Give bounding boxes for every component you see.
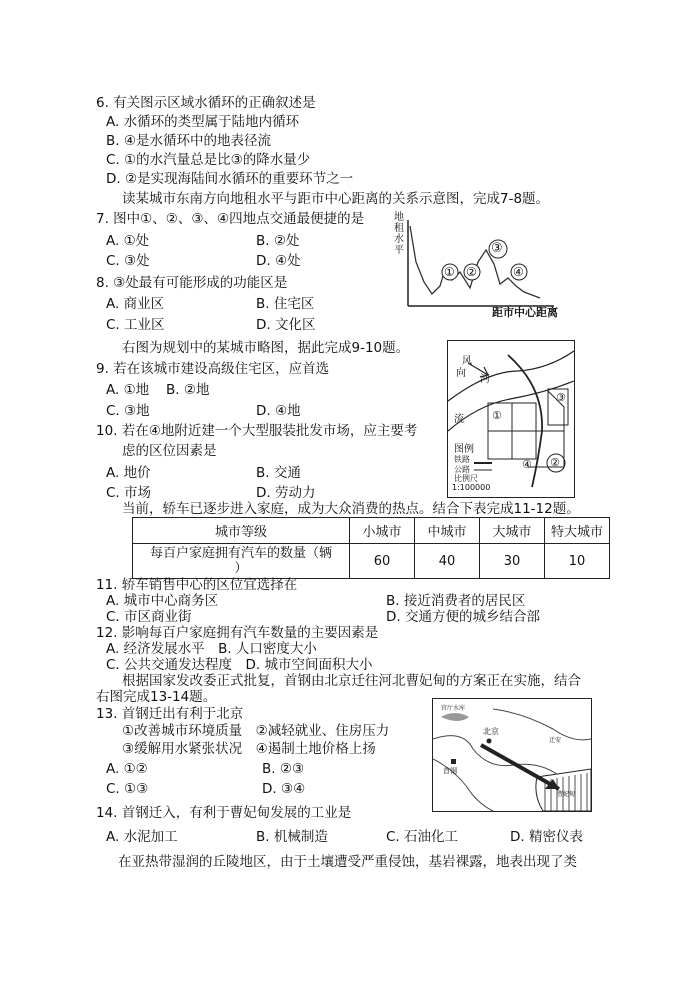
y-axis-label: 地租水平 bbox=[394, 212, 404, 256]
q10-option-d: D. 劳动力 bbox=[256, 485, 316, 501]
x-axis-label: 距市中心距离 bbox=[492, 306, 558, 319]
q14-option-a: A. 水泥加工 bbox=[106, 829, 178, 845]
q11-option-b: B. 接近消费者的居民区 bbox=[386, 593, 526, 609]
table-header: 大城市 bbox=[480, 518, 545, 544]
intro-13-14-line2: 右图完成13-14题。 bbox=[96, 689, 217, 705]
map-label-2: ② bbox=[550, 456, 560, 469]
q13-statements-2: ③缓解用水紧张状况 ④遏制土地价格上扬 bbox=[122, 741, 376, 757]
map2-label-beijing: 北京 bbox=[483, 727, 499, 736]
legend-road: 公路 bbox=[454, 465, 470, 474]
intro-13-14-line1: 根据国家发改委正式批复，首钢由北京迁往河北曹妃甸的方案正在实施，结合 bbox=[122, 673, 581, 689]
map-label-river2: 流 bbox=[454, 414, 464, 425]
q10-option-c: C. 市场 bbox=[106, 485, 152, 501]
map2-label-qianan: 迁安 bbox=[549, 737, 562, 744]
q13-statements-1: ①改善城市环境质量 ②减轻就业、住房压力 bbox=[122, 723, 390, 739]
reservoir bbox=[441, 713, 469, 721]
q7-option-a: A. ①处 bbox=[106, 233, 150, 249]
map2-label-caofeidian: 曹妃甸 bbox=[557, 791, 576, 798]
q12-options-cd: C. 公共交通发达程度 D. 城市空间面积大小 bbox=[106, 657, 373, 673]
q14-stem: 14. 首钢迁入，有利于曹妃甸发展的工业是 bbox=[96, 805, 352, 821]
point-3-label: ③ bbox=[491, 241, 503, 256]
map-label-river1: 河 bbox=[480, 374, 490, 385]
shougang-marker bbox=[451, 759, 456, 764]
map-label-wind1: 风 bbox=[462, 356, 472, 367]
q7-option-d: D. ④处 bbox=[256, 253, 301, 269]
intro-7-8: 读某城市东南方向地租水平与距市中心距离的关系示意图，完成7-8题。 bbox=[122, 191, 550, 207]
table-cell: 30 bbox=[480, 544, 545, 579]
table-header: 中城市 bbox=[415, 518, 480, 544]
q9-stem: 9. 若在该城市建设高级住宅区，应首选 bbox=[96, 361, 330, 377]
q7-option-b: B. ②处 bbox=[256, 233, 300, 249]
intro-15: 在亚热带湿润的丘陵地区，由于土壤遭受严重侵蚀，基岩裸露，地表出现了类 bbox=[118, 854, 577, 870]
q6-option-b: B. ④是水循环中的地表径流 bbox=[106, 133, 271, 149]
q11-stem: 11. 轿车销售中心的区位宜选择在 bbox=[96, 577, 298, 593]
q13-option-d: D. ③④ bbox=[262, 781, 306, 797]
q6-stem: 6. 有关图示区域水循环的正确叙述是 bbox=[96, 95, 316, 111]
row-label-line1: 每百户家庭拥有汽车的数量（辆 bbox=[149, 546, 332, 561]
beijing-marker bbox=[487, 739, 492, 744]
q7-option-c: C. ③处 bbox=[106, 253, 150, 269]
map2-label-shougang: 首钢 bbox=[443, 767, 457, 775]
q11-option-d: D. 交通方便的城乡结合部 bbox=[386, 609, 540, 625]
car-ownership-table bbox=[132, 517, 610, 579]
table-cell: 60 bbox=[350, 544, 415, 579]
border-line bbox=[433, 759, 493, 811]
q8-option-d: D. 文化区 bbox=[256, 317, 316, 333]
q13-stem: 13. 首钢迁出有利于北京 bbox=[96, 706, 244, 722]
table-header: 小城市 bbox=[350, 518, 415, 544]
q10-stem-line2: 虑的区位因素是 bbox=[122, 443, 217, 459]
q10-stem-line1: 10. 若在④地附近建一个大型服装批发市场，应主要考 bbox=[96, 423, 418, 439]
legend-rail: 铁路 bbox=[454, 455, 470, 464]
table-cell bbox=[133, 544, 350, 579]
q8-option-c: C. 工业区 bbox=[106, 317, 165, 333]
q10-option-b: B. 交通 bbox=[256, 465, 301, 481]
table-header: 城市等级 bbox=[133, 518, 350, 544]
q6-option-d: D. ②是实现海陆间水循环的重要环节之一 bbox=[106, 171, 354, 187]
q11-option-c: C. 市区商业街 bbox=[106, 609, 192, 625]
q12-options-ab: A. 经济发展水平 B. 人口密度大小 bbox=[106, 641, 317, 657]
q14-option-b: B. 机械制造 bbox=[256, 829, 328, 845]
point-2-label: ② bbox=[466, 265, 477, 279]
q10-option-a: A. 地价 bbox=[106, 465, 151, 481]
table-row bbox=[133, 544, 610, 579]
rent-chart bbox=[394, 212, 564, 320]
q14-option-c: C. 石油化工 bbox=[386, 829, 459, 845]
q6-option-c: C. ①的水汽量总是比③的降水量少 bbox=[106, 152, 311, 168]
q13-option-b: B. ②③ bbox=[262, 761, 305, 777]
table-cell: 10 bbox=[545, 544, 610, 579]
map-label-1: ① bbox=[492, 409, 502, 422]
q6-option-a: A. 水循环的类型属于陆地内循环 bbox=[106, 114, 300, 130]
q13-option-c: C. ①③ bbox=[106, 781, 149, 797]
q9-option-c: C. ③地 bbox=[106, 403, 150, 419]
map-label-4: ④ bbox=[522, 458, 532, 471]
city-map bbox=[447, 340, 575, 498]
q13-option-a: A. ①② bbox=[106, 761, 148, 777]
map-label-3: ③ bbox=[556, 391, 566, 404]
point-1-label: ① bbox=[444, 265, 455, 279]
table-header-row bbox=[133, 518, 610, 544]
q9-option-b: B. ②地 bbox=[166, 382, 210, 398]
rent-curve bbox=[410, 226, 540, 298]
q8-option-a: A. 商业区 bbox=[106, 296, 165, 312]
table-header: 特大城市 bbox=[545, 518, 610, 544]
q14-option-d: D. 精密仪表 bbox=[510, 829, 583, 845]
q8-stem: 8. ③处最有可能形成的功能区是 bbox=[96, 275, 288, 291]
relocation-arrow bbox=[481, 745, 559, 789]
legend-scale: 1:100000 bbox=[452, 483, 491, 492]
row-label-line2: ） bbox=[234, 561, 248, 576]
legend-title: 图例 bbox=[454, 444, 474, 455]
intro-11-12: 当前，轿车已逐步进入家庭，成为大众消费的热点。结合下表完成11-12题。 bbox=[122, 501, 580, 517]
q9-option-d: D. ④地 bbox=[256, 403, 301, 419]
q12-stem: 12. 影响每百户家庭拥有汽车数量的主要因素是 bbox=[96, 625, 379, 641]
point-4-label: ④ bbox=[513, 265, 524, 279]
intro-9-10: 右图为规划中的某城市略图，据此完成9-10题。 bbox=[122, 340, 410, 356]
q8-option-b: B. 住宅区 bbox=[256, 296, 315, 312]
sea bbox=[536, 769, 591, 811]
q9-option-a: A. ①地 bbox=[106, 382, 150, 398]
q7-stem: 7. 图中①、②、③、④四地点交通最便捷的是 bbox=[96, 211, 365, 227]
legend-scale-label: 比例尺 bbox=[454, 474, 478, 483]
q11-option-a: A. 城市中心商务区 bbox=[106, 593, 219, 609]
table-cell: 40 bbox=[415, 544, 480, 579]
relocation-map bbox=[432, 698, 592, 812]
map-label-wind2: 向 bbox=[456, 368, 466, 379]
map2-label-guanting: 官厅水库 bbox=[441, 705, 466, 712]
border-line-2 bbox=[493, 709, 591, 740]
